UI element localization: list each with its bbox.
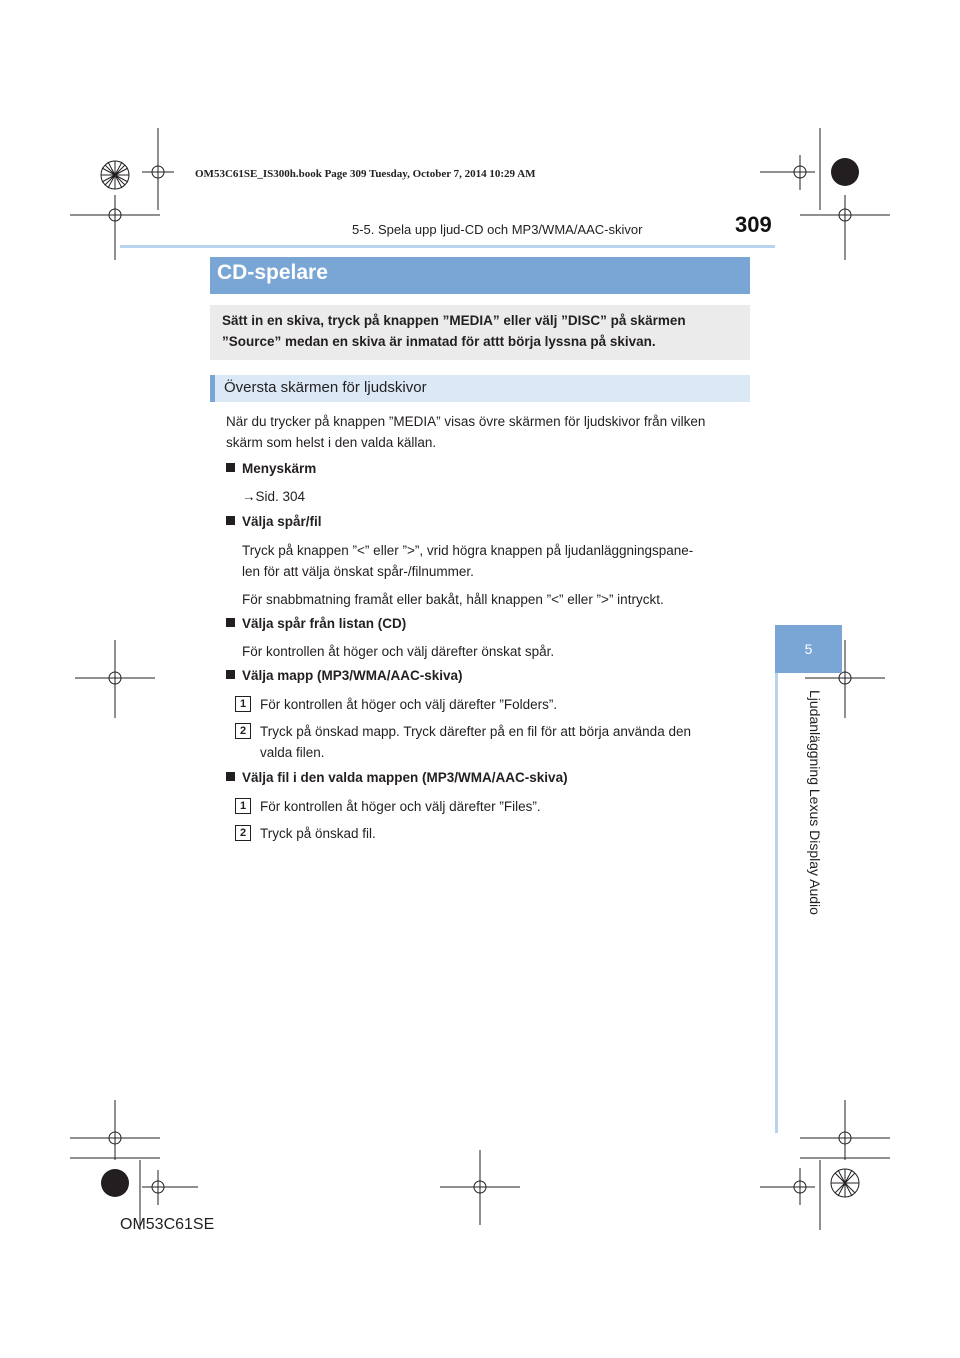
registration-target-top-right-1 bbox=[760, 128, 820, 210]
bullet-square-icon bbox=[226, 516, 235, 525]
section-title: CD-spelare bbox=[217, 261, 328, 284]
paragraph bbox=[226, 411, 705, 453]
item-heading-list: Välja spår från listan (CD) bbox=[226, 616, 406, 631]
track-line-1: Tryck på knappen ”<” eller ”>”, vrid högra knappen på ljudanläggningspane- bbox=[242, 543, 694, 558]
bullet-square-icon bbox=[226, 670, 235, 679]
header-rule bbox=[120, 245, 775, 248]
step-number-badge: 1 bbox=[235, 798, 251, 814]
chapter-number: 5 bbox=[804, 641, 813, 657]
registration-target-top-right-2 bbox=[800, 195, 890, 260]
paragraph-line-1: När du trycker på knappen ”MEDIA” visas övre skärmen för ljudskivor från vilken bbox=[226, 414, 706, 429]
running-head: 5-5. Spela upp ljud-CD och MP3/WMA/AAC-skivor bbox=[352, 222, 643, 237]
folder-step-2 bbox=[260, 721, 691, 763]
chapter-label: Ljudanläggning Lexus Display Audio bbox=[807, 690, 823, 915]
folder-step-2-line-2: valda filen. bbox=[260, 745, 325, 760]
item-menu-ref: →Sid. 304 bbox=[242, 489, 306, 504]
step-number-badge: 1 bbox=[235, 696, 251, 712]
folder-step-2-line-1: Tryck på önskad mapp. Tryck därefter på en fil för att börja använda den bbox=[260, 724, 691, 739]
registration-target-bottom-right bbox=[760, 1160, 820, 1230]
subsection-title: Översta skärmen för ljudskivor bbox=[224, 379, 427, 396]
track-line-2: len för att välja önskat spår-/filnummer. bbox=[242, 564, 474, 579]
item-heading-menu: Menyskärm bbox=[226, 461, 316, 476]
intro-box bbox=[210, 305, 750, 360]
starburst-mark-bottom-right bbox=[831, 1169, 859, 1197]
starburst-mark-top-left bbox=[101, 161, 129, 189]
footer-code: OM53C61SE bbox=[120, 1216, 215, 1233]
page-number: 309 bbox=[735, 212, 772, 237]
intro-line-1: Sätt in en skiva, tryck på knappen ”MEDIA” eller välj ”DISC” på skärmen bbox=[222, 313, 686, 328]
solid-dot-mark-top-right bbox=[831, 158, 859, 186]
bullet-square-icon bbox=[226, 772, 235, 781]
step-number-badge: 2 bbox=[235, 825, 251, 841]
item-track-text bbox=[242, 540, 747, 582]
bullet-square-icon bbox=[226, 463, 235, 472]
print-header: OM53C61SE_IS300h.book Page 309 Tuesday, October 7, 2014 10:29 AM bbox=[195, 168, 536, 180]
intro-line-2: ”Source” medan en skiva är inmatad för attt börja lyssna på skivan. bbox=[222, 334, 656, 349]
folder-step-1: För kontrollen åt höger och välj därefter ”Folders”. bbox=[260, 697, 558, 712]
subsection-title-bar bbox=[210, 375, 750, 402]
track-line-3: För snabbmatning framåt eller bakåt, håll knappen ”<” eller ”>” intryckt. bbox=[242, 592, 664, 607]
list-line-1: För kontrollen åt höger och välj därefter önskat spår. bbox=[242, 644, 555, 659]
bullet-square-icon bbox=[226, 618, 235, 627]
paragraph-line-2: skärm som helst i den valda källan. bbox=[226, 435, 437, 450]
subsection-marker bbox=[210, 375, 215, 402]
solid-dot-mark-bottom-left bbox=[101, 1169, 129, 1197]
file-step-1: För kontrollen åt höger och välj därefter ”Files”. bbox=[260, 799, 541, 814]
registration-target-bottom-left bbox=[70, 1100, 160, 1160]
chapter-tab bbox=[775, 625, 842, 673]
item-heading-file: Välja fil i den valda mappen (MP3/WMA/AAC-skiva) bbox=[226, 770, 568, 785]
registration-target-top-1 bbox=[142, 128, 174, 210]
registration-target-top-2 bbox=[70, 195, 160, 260]
section-title-bar bbox=[210, 257, 750, 294]
step-number-badge: 2 bbox=[235, 723, 251, 739]
registration-target-bottom-right-2 bbox=[800, 1100, 890, 1160]
chapter-rule bbox=[775, 673, 778, 1133]
item-heading-folder: Välja mapp (MP3/WMA/AAC-skiva) bbox=[226, 668, 463, 683]
item-heading-track: Välja spår/fil bbox=[226, 514, 322, 529]
registration-target-bottom-center bbox=[440, 1150, 520, 1225]
file-step-2: Tryck på önskad fil. bbox=[260, 826, 376, 841]
registration-target-mid-left bbox=[75, 640, 155, 718]
